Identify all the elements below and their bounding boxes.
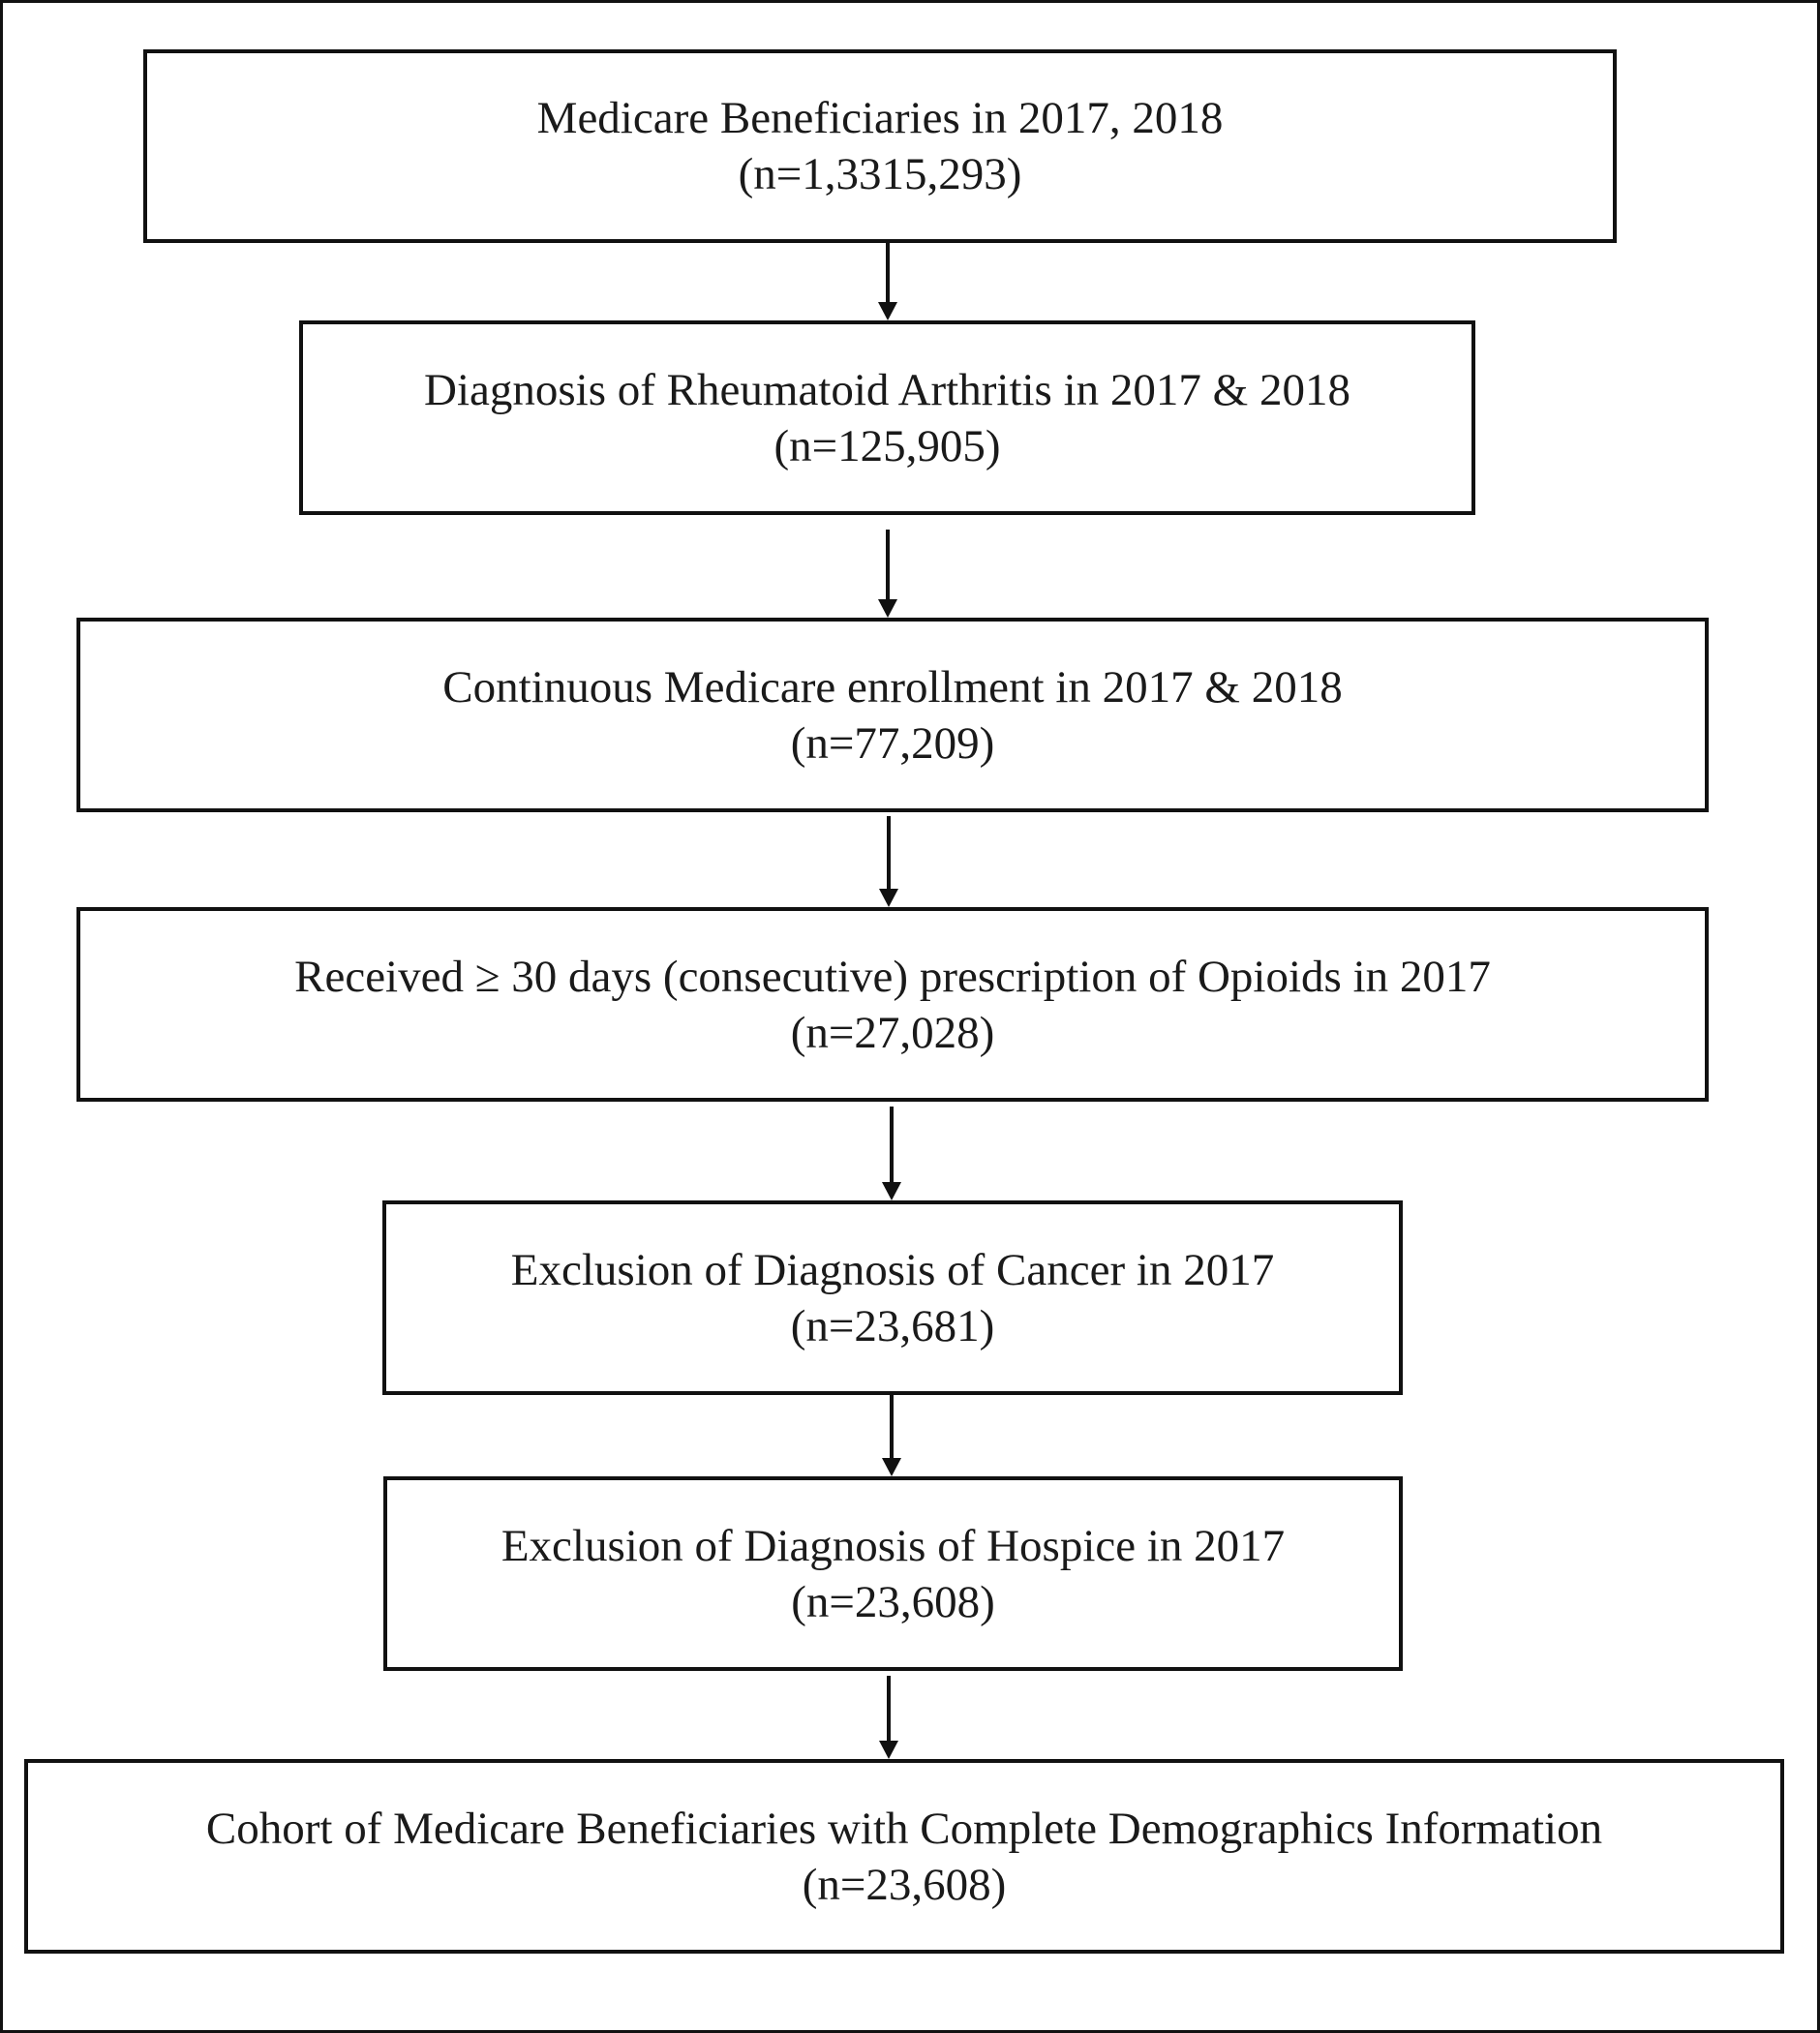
step-count: (n=125,905) <box>774 420 1001 471</box>
step-count: (n=23,608) <box>791 1576 995 1627</box>
step-box-exclusion-hospice <box>383 1476 1403 1671</box>
step-title: Exclusion of Diagnosis of Hospice in 2017 <box>500 1520 1286 1571</box>
step-box-medicare-beneficiaries <box>143 49 1617 243</box>
step-count: (n=1,3315,293) <box>738 149 1022 199</box>
step-box-opioid-prescription <box>76 907 1709 1102</box>
step-title: Continuous Medicare enrollment in 2017 & 2018 <box>442 661 1343 713</box>
step-box-rheumatoid-arthritis <box>299 320 1475 515</box>
step-title: Cohort of Medicare Beneficiaries with Complete Demographics Information <box>205 1803 1603 1854</box>
step-count: (n=23,608) <box>802 1859 1007 1910</box>
step-box-continuous-enrollment <box>76 618 1709 812</box>
step-count: (n=23,681) <box>790 1300 995 1351</box>
step-title: Diagnosis of Rheumatoid Arthritis in 2017 & 2018 <box>424 364 1350 415</box>
step-title: Received ≥ 30 days (consecutive) prescription of Opioids in 2017 <box>294 951 1491 1002</box>
step-title: Exclusion of Diagnosis of Cancer in 2017 <box>510 1244 1275 1295</box>
step-count: (n=27,028) <box>790 1007 995 1058</box>
step-count: (n=77,209) <box>790 717 995 769</box>
step-title: Medicare Beneficiaries in 2017, 2018 <box>536 93 1224 143</box>
step-box-exclusion-cancer <box>382 1200 1403 1395</box>
step-box-final-cohort <box>24 1759 1784 1954</box>
